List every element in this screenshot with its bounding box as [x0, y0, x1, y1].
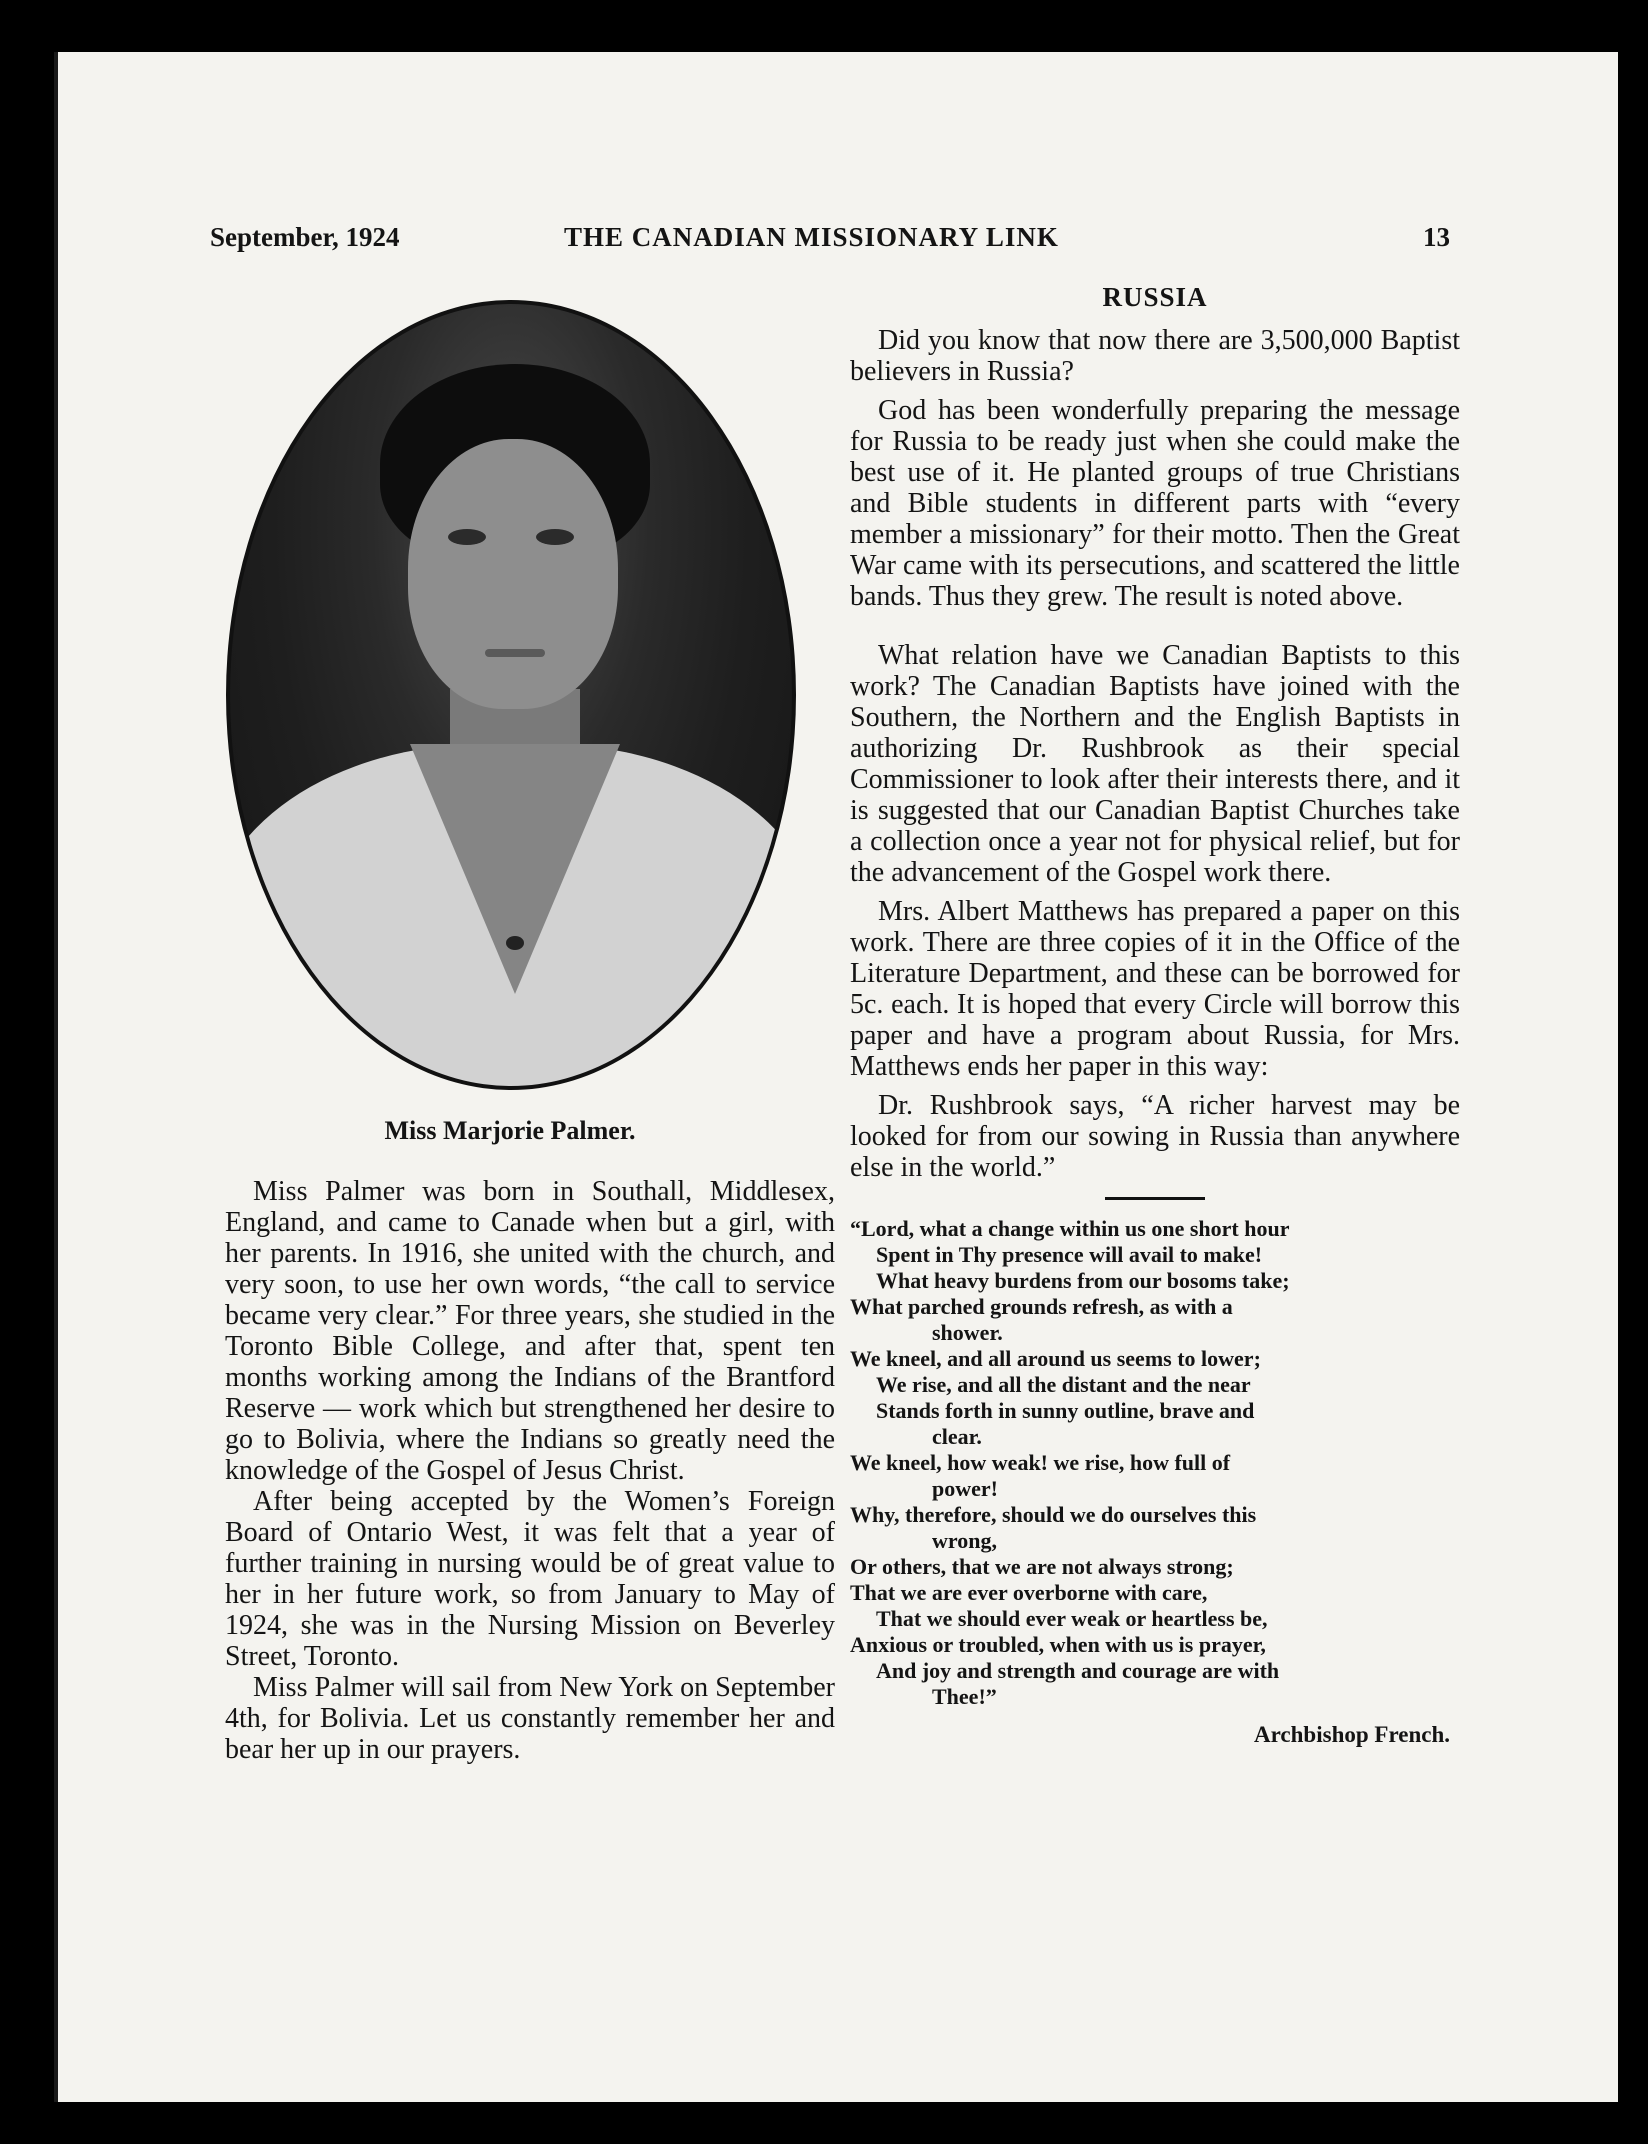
portrait-brooch	[506, 936, 524, 950]
poem	[850, 1216, 1460, 1710]
poem-line: power!	[932, 1476, 998, 1501]
journal-title: THE CANADIAN MISSIONARY LINK	[564, 222, 1059, 252]
portrait-eye	[448, 529, 486, 545]
poem-line: What parched grounds refresh, as with a	[850, 1294, 1233, 1319]
poem-line: Spent in Thy presence will avail to make!	[876, 1242, 1263, 1267]
bio-paragraph: Miss Palmer will sail from New York on September 4th, for Bolivia. Let us constantly remember her and bear her up in our prayers.	[225, 1672, 835, 1765]
running-header	[210, 222, 1450, 262]
poem-line: And joy and strength and courage are with	[876, 1658, 1280, 1683]
poem-line: wrong,	[932, 1528, 997, 1553]
left-column	[225, 300, 835, 1765]
article-title: RUSSIA	[1102, 282, 1208, 312]
poem-line: Stands forth in sunny outline, brave and	[876, 1398, 1255, 1423]
portrait-mouth	[485, 649, 545, 657]
poem-attribution: Archbishop French.	[1254, 1722, 1450, 1747]
article-paragraph: Dr. Rushbrook says, “A richer harvest may be looked for from our sowing in Russia than anywhere else in the world.”	[850, 1090, 1460, 1183]
bio-paragraph: Miss Palmer was born in Southall, Middlesex, England, and came to Canade when but a girl, with her parents. In 1916, she united with the church, and very soon, to use her own words, “the call to service became very clear.” For three years, she studied in the Toronto Bible College, and after that, spent ten months working among the Indians of the Brantford Reserve — work which but strengthened her desire to go to Bolivia, where the Indians so greatly need the knowledge of the Gospel of Jesus Christ.	[225, 1176, 835, 1486]
poem-line: clear.	[932, 1424, 982, 1449]
article-paragraph: God has been wonderfully preparing the message for Russia to be ready just when she could make the best use of it. He planted groups of true Christians and Bible students in different parts with “every member a missionary” for their motto. Then the Great War came with its persecutions, and scattered the little bands. Thus they grew. The result is noted above.	[850, 395, 1460, 612]
poem-line: “Lord, what a change within us one short hour	[850, 1216, 1290, 1241]
portrait-photo	[226, 300, 796, 1090]
poem-line: What heavy burdens from our bosoms take;	[876, 1268, 1290, 1293]
article-paragraph: What relation have we Canadian Baptists to this work? The Canadian Baptists have joined with the Southern, the Northern and the English Baptists in authorizing Dr. Rushbrook as their special Commissioner to look after their interests there, and it is suggested that our Canadian Baptist Churches take a collection once a year not for physical relief, but for the advancement of the Gospel work there.	[850, 640, 1460, 888]
poem-line: Thee!”	[932, 1684, 997, 1709]
poem-line: We kneel, and all around us seems to lower;	[850, 1346, 1261, 1371]
bio-paragraph: After being accepted by the Women’s Foreign Board of Ontario West, it was felt that a year of further training in nursing would be of great value to her in her future work, so from January to May of 1924, she was in the Nursing Mission on Beverley Street, Toronto.	[225, 1486, 835, 1672]
poem-line: We rise, and all the distant and the near	[876, 1372, 1251, 1397]
issue-date: September, 1924	[210, 222, 400, 252]
poem-line: That we are ever overborne with care,	[850, 1580, 1208, 1605]
poem-line: Anxious or troubled, when with us is prayer,	[850, 1632, 1266, 1657]
poem-line: That we should ever weak or heartless be,	[876, 1606, 1268, 1631]
section-divider	[1105, 1197, 1205, 1200]
article-paragraph: Mrs. Albert Matthews has prepared a paper on this work. There are three copies of it in the Office of the Literature Department, and these can be borrowed for 5c. each. It is hoped that every Circle will borrow this paper and have a program about Russia, for Mrs. Matthews ends her paper in this way:	[850, 896, 1460, 1082]
poem-line: Or others, that we are not always strong;	[850, 1554, 1234, 1579]
portrait-collar	[410, 744, 620, 994]
portrait-eye	[536, 529, 574, 545]
right-column	[850, 282, 1460, 1748]
portrait-face	[408, 439, 618, 709]
poem-line: shower.	[932, 1320, 1003, 1345]
poem-line: Why, therefore, should we do ourselves this	[850, 1502, 1257, 1527]
poem-line: We kneel, how weak! we rise, how full of	[850, 1450, 1231, 1475]
photo-caption: Miss Marjorie Palmer.	[384, 1116, 636, 1145]
page-number: 13	[1423, 222, 1450, 252]
article-paragraph: Did you know that now there are 3,500,000 Baptist believers in Russia?	[850, 325, 1460, 387]
